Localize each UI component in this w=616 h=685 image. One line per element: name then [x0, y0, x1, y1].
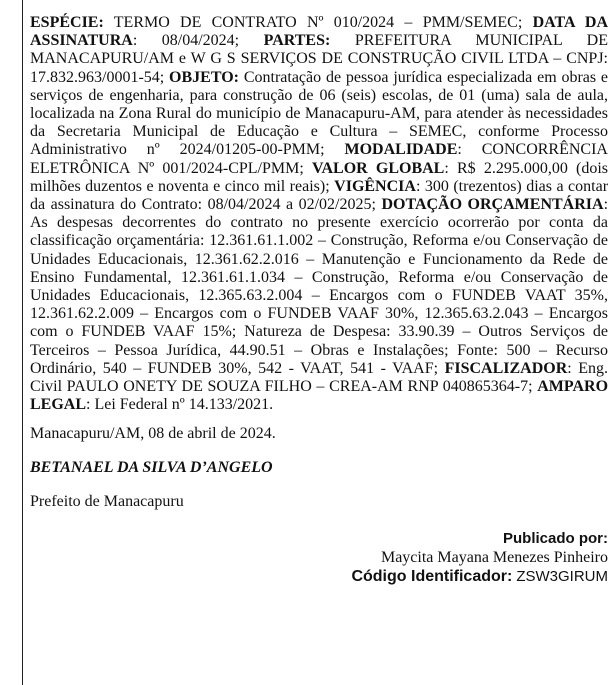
- column-rule: [22, 0, 23, 685]
- modalidade-label: MODALIDADE: [344, 141, 458, 159]
- objeto-value: Contratação de pessoa jurídica especializada em obras e serviços de engenharia, para construção de 06 (seis) escolas, de 01 (uma) sala de aula, localizada na Zona Rural do município de Manacapuru-AM, para atender às necessidades da Secretaria Municipal de Educação e Cultura – SEMEC, conforme Processo Administrativo nº 2024/01205-00-PMM;: [30, 68, 609, 159]
- objeto-label: OBJETO:: [169, 68, 239, 86]
- modalidade-value: : CONCORRÊNCIA ELETRÔNICA Nº 001/2024-CPL/PMM;: [30, 141, 608, 177]
- extract-paragraph: [30, 14, 608, 414]
- signer-role: Prefeito de Manacapuru: [30, 493, 184, 511]
- place-date: Manacapuru/AM, 08 de abril de 2024.: [30, 425, 276, 443]
- code-value: ZSW3GIRUM: [516, 568, 608, 586]
- especie-value: TERMO DE CONTRATO Nº 010/2024 – PMM/SEMEC;: [113, 14, 523, 31]
- valor-global-label: VALOR GLOBAL: [311, 159, 445, 177]
- dotacao-value: : As despesas decorrentes do contrato no presente exercício ocorrerão por conta da classificação orçamentária: 12.361.61.1.002 – Construção, Reforma e/ou Conservação de Unidades Educacionais, 12.361.62.2.016 – Manutenção e Funcionamento da Rede de Ensino Fundamental, 12.361.61.1.034 – Construção, Reforma e/ou Conservação de Unidades Educacionais, 12.365.63.2.004 – Encargos com o FUNDEB VAAT 35%, 12.361.62.2.009 – Encargos com o FUNDEB VAAF 30%, 12.365.63.2.043 – Encargos com o FUNDEB VAAF 15%; Natureza de Despesa: 33.90.39 – Outros Serviços de Terceiros – Pessoa Jurídica, 44.90.51 – Obras e Instalações; Fonte: 500 – Recurso Ordinário, 540 – FUNDEB 30%, 542 - VAAT, 541 - VAAF;: [30, 196, 609, 377]
- amparo-legal-value: : Lei Federal nº 14.133/2021.: [86, 396, 274, 414]
- vigencia-label: VIGÊNCIA: [334, 177, 416, 195]
- contract-extract: [30, 14, 608, 586]
- signer-name: BETANAEL DA SILVA D’ANGELO: [30, 459, 273, 477]
- fiscalizador-label: FISCALIZADOR: [444, 359, 568, 377]
- data-assinatura-label: DATA DA ASSINATURA: [30, 14, 609, 50]
- data-assinatura-value: : 08/04/2024;: [132, 32, 240, 50]
- especie-label: ESPÉCIE:: [30, 14, 104, 31]
- amparo-legal-label: AMPARO LEGAL: [30, 378, 609, 414]
- vigencia-value: : 300 (trezentos) dias a contar da assinatura do Contrato: 08/04/2024 a 02/02/2025;: [30, 177, 609, 214]
- partes-value: PREFEITURA MUNICIPAL DE MANACAPURU/AM e W G S SERVIÇOS DE CONSTRUÇÃO CIVIL LTDA – CNPJ: 17.832.963/0001-54;: [30, 32, 608, 86]
- partes-label: PARTES:: [263, 32, 331, 50]
- publisher-name: Maycita Mayana Menezes Pinheiro: [380, 549, 608, 567]
- fiscalizador-value: : Eng. Civil PAULO ONETY DE SOUZA FILHO – CREA-AM RNP 040865364-7;: [30, 359, 609, 396]
- publication-block: [30, 529, 608, 586]
- dotacao-label: DOTAÇÃO ORÇAMENTÁRIA: [381, 196, 604, 214]
- published-by-label: Publicado por:: [503, 530, 608, 548]
- valor-global-value: : R$ 2.295.000,00 (dois milhões duzentos e noventa e cinco mil reais);: [30, 159, 609, 195]
- code-label: Código Identificador:: [351, 568, 513, 586]
